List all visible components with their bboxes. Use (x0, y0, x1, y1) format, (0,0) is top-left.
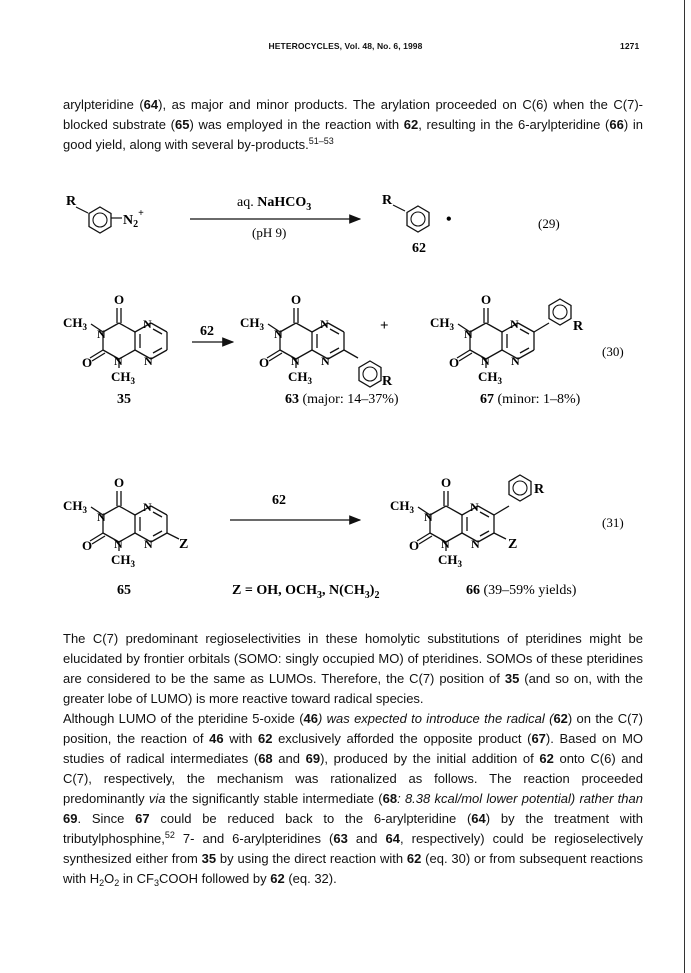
svg-text:N: N (274, 327, 283, 341)
svg-text:Z: Z (508, 537, 518, 552)
svg-text:N: N (291, 354, 300, 368)
compound-66-caption: 66 (39–59% yields) (466, 583, 577, 598)
svg-text:R: R (534, 482, 545, 497)
page-number: 1271 (620, 41, 640, 51)
svg-text:CH3: $CH_3$ (111, 552, 135, 569)
svg-text:N: N (143, 317, 152, 331)
svg-text:O: O (114, 475, 125, 490)
svg-text:R: R (382, 374, 393, 389)
svg-text:Z: Z (179, 537, 189, 552)
plus-sign: + (380, 318, 389, 334)
svg-text:O: O (114, 292, 125, 307)
svg-text:O: O (291, 292, 302, 307)
svg-text:N: N (441, 537, 450, 551)
svg-text:N: N (470, 500, 479, 514)
equation-29-number: (29) (538, 216, 560, 231)
svg-text:CH3: $CH_3$ (390, 498, 414, 515)
svg-text:N: N (114, 537, 123, 551)
svg-text:CH3: $CH_3$ (240, 315, 264, 332)
equation-31-number: (31) (602, 515, 624, 530)
compound-35-label: 35 (117, 392, 131, 407)
equation-31 (63, 475, 624, 601)
equation-30-number: (30) (602, 344, 624, 359)
radical-r-substituent: R (382, 193, 393, 208)
reagent-62: 62 (200, 324, 214, 339)
intro-paragraph: arylpteridine (64), as major and minor products. The arylation proceeded on C(6) when the C(7)-blocked substrate (65) was employed in the reaction with 62, resulting in the 6-arylpteridine (66) in good yield, along with several by-products.$^{51-53}$ (63, 97, 644, 152)
body-text (63, 629, 643, 889)
svg-text:CH3: $CH_3$ (430, 315, 454, 332)
svg-text:N: N (510, 317, 519, 331)
paragraph-lumo: Although LUMO of the pteridine 5-oxide (46) was expected to introduce the radical (62) on the C(7) position, the reaction of 46 with 62 exclusively afforded the opposite product (67). Based on MO studies of radical intermediates (68 and 69), produced by the initial addition of 62 onto C(6) and C(7), respectively, the mechanism was rationalized as follows. The reaction proceeded predominantly via the significantly stable intermediate (68: 8.38 kcal/mol lower potential) rather than 69. Since 67 could be reduced back to the 6-arylpteridine (64) by the treatment with tributylphosphine,$^{52}$ 7- and 6-arylpteridines (63 and 64, respectively) could be regioselectively synthesized either from 35 by using the direct reaction with 62 (eq. 30) or from subsequent reactions with $H_2O_2$ in $CF_3COOH$ followed by 62 (eq. 32). (63, 711, 644, 888)
svg-text:N: N (114, 354, 123, 368)
compound-65-label: 65 (117, 583, 131, 598)
svg-text:CH3: $CH_3$ (288, 369, 312, 386)
citation-refs: 51–53 (308, 136, 334, 146)
svg-text:O: O (409, 538, 420, 553)
svg-text:O: O (449, 355, 460, 370)
svg-text:N: N (144, 354, 153, 368)
svg-text:O: O (441, 475, 452, 490)
svg-text:O: O (259, 355, 270, 370)
svg-text:CH3: $CH_3$ (478, 369, 502, 386)
svg-text:R: R (573, 319, 584, 334)
reagent-ph: (pH 9) (252, 225, 287, 240)
compound-67-caption: 67 (minor: 1–8%) (480, 392, 581, 407)
svg-text:N: N (464, 327, 473, 341)
diazonium-n: $N_2^+$ (123, 208, 144, 230)
svg-text:O: O (82, 538, 93, 553)
svg-text:N: N (320, 317, 329, 331)
svg-text:CH3: $CH_3$ (63, 315, 87, 332)
svg-text:N: N (97, 510, 106, 524)
svg-text:CH3: $CH_3$ (438, 552, 462, 569)
z-definition: Z = OH, $OCH_3$, $N(CH_3)_2$ (232, 583, 380, 601)
svg-text:N: N (471, 537, 480, 551)
svg-text:CH3: $CH_3$ (63, 498, 87, 515)
svg-text:N: N (144, 537, 153, 551)
svg-text:N: N (511, 354, 520, 368)
radical-dot: • (446, 211, 452, 228)
svg-text:CH3: $CH_3$ (111, 369, 135, 386)
equation-30 (63, 292, 624, 407)
paragraph-somo: The C(7) predominant regioselectivities in these homolytic substitutions of pteridines might be elucidated by frontier orbitals (SOMO: singly occupied MO) of pteridines. SOMOs of these pteridines are considered to be the same as LUMOs. Therefore, the C(7) position of 35 (and so on, with the greater lobe of LUMO) is more reactive toward radical species. (63, 631, 643, 706)
svg-text:O: O (82, 355, 93, 370)
svg-text:N: N (143, 500, 152, 514)
svg-text:N: N (424, 510, 433, 524)
svg-text:O: O (481, 292, 492, 307)
equation-29 (66, 193, 560, 256)
compound-62-label: 62 (412, 241, 426, 256)
aryl-r-substituent: R (66, 194, 77, 209)
journal-header: HETEROCYCLES, Vol. 48, No. 6, 1998 (268, 41, 423, 51)
svg-text:N: N (481, 354, 490, 368)
svg-text:N: N (97, 327, 106, 341)
svg-text:N: N (321, 354, 330, 368)
compound-63-caption: 63 (major: 14–37%) (285, 392, 399, 407)
reagent-62-eq31: 62 (272, 493, 286, 508)
reagent-nahco3: aq. NaHCO$_3$ (237, 195, 312, 213)
